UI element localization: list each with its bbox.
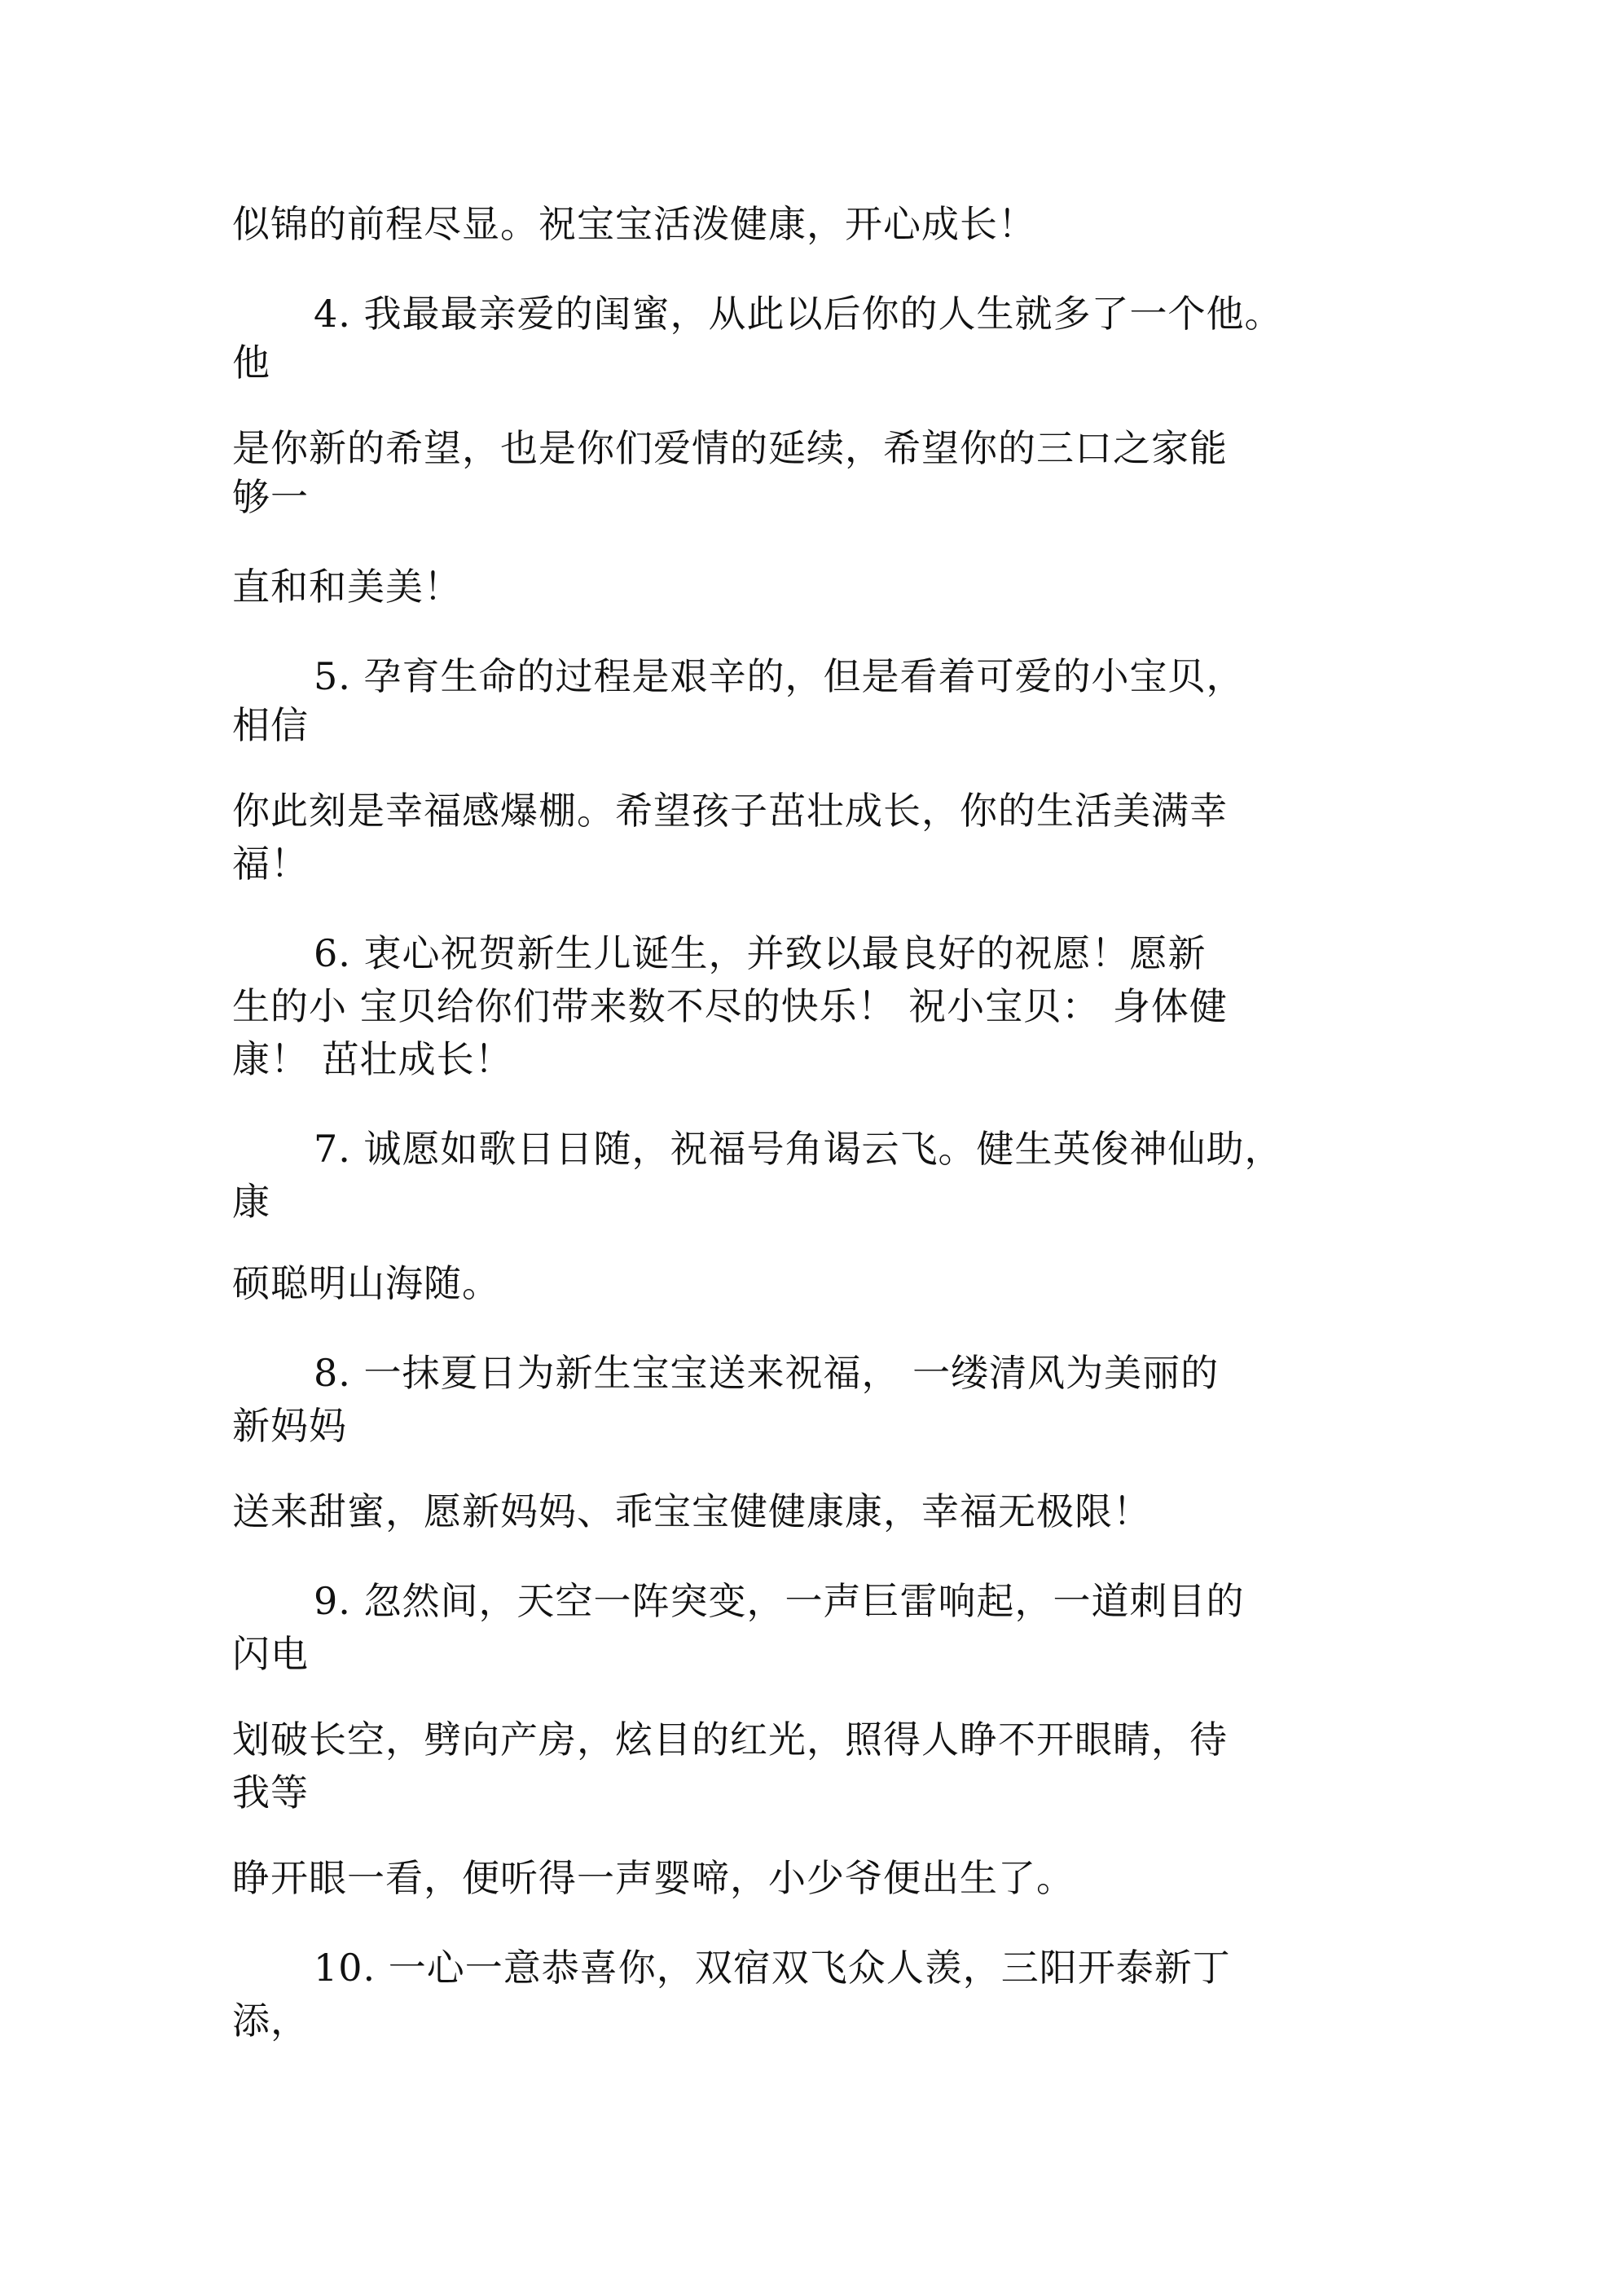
text-line: 康: [232, 1180, 270, 1224]
text-line: 睁开眼一看，便听得一声婴啼，小少爷便出生了。: [232, 1856, 1075, 1900]
list-item-10-line: 10. 一心一意恭喜你，双宿双飞众人羡，三阳开泰新丁: [314, 1946, 1231, 1990]
text-line: 新妈妈: [232, 1404, 347, 1448]
text-line: 送来甜蜜，愿新妈妈、乖宝宝健健康康，幸福无极限！: [232, 1489, 1151, 1533]
text-line: 我等: [232, 1770, 309, 1814]
text-line: 闪电: [232, 1632, 309, 1676]
list-item-5-line: 5. 孕育生命的过程是艰辛的，但是看着可爱的小宝贝，: [314, 654, 1245, 698]
text-line: 划破长空，劈向产房，炫目的红光，照得人睁不开眼睛，待: [232, 1718, 1228, 1762]
text-line: 硕聪明山海随。: [232, 1261, 500, 1305]
text-line: 康！ 茁壮成长！: [232, 1037, 513, 1081]
text-line: 他: [232, 341, 270, 385]
text-line: 是你新的希望，也是你们爱情的延续，希望你的三口之家能: [232, 426, 1228, 470]
list-item-7-line: 7. 诚愿如歌日日随，祝福号角谒云飞。健生英俊神仙助，: [314, 1127, 1283, 1171]
text-line: 相信: [232, 703, 309, 747]
text-line: 福！: [232, 842, 309, 886]
text-line: 直和和美美！: [232, 565, 462, 609]
list-item-8-line: 8. 一抹夏日为新生宝宝送来祝福， 一缕清风为美丽的: [314, 1351, 1220, 1395]
text-line: 似锦的前程尽显。祝宝宝活泼健康，开心成长！: [232, 202, 1036, 246]
text-line: 生的小 宝贝给你们带来数不尽的快乐！ 祝小宝贝： 身体健: [232, 984, 1228, 1028]
list-item-4-line: 4. 我最最亲爱的闺蜜，从此以后你的人生就多了一个他。: [314, 292, 1283, 336]
list-item-6-line: 6. 衷心祝贺新生儿诞生，并致以最良好的祝愿！愿新: [314, 931, 1207, 975]
text-line: 够一: [232, 475, 309, 519]
text-line: 你此刻是幸福感爆棚。希望孩子茁壮成长，你的生活美满幸: [232, 789, 1228, 833]
text-line: 添，: [232, 1999, 309, 2043]
list-item-9-line: 9. 忽然间，天空一阵突变，一声巨雷响起，一道刺目的: [314, 1579, 1245, 1623]
